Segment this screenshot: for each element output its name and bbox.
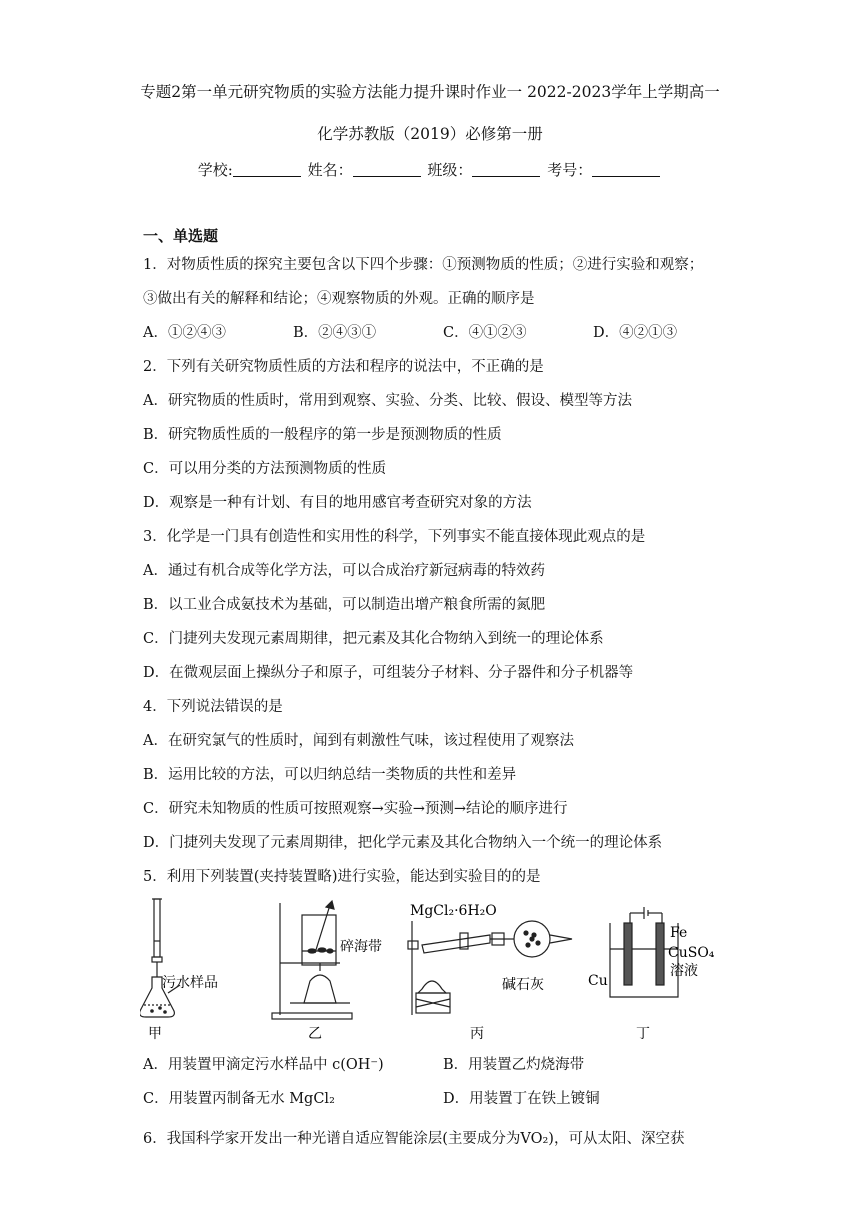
q1-option-c: C．④①②③ xyxy=(443,325,527,341)
q4-option-b: B．运用比较的方法，可以归纳总结一类物质的共性和差异 xyxy=(143,767,517,783)
q5-apparatus-figure xyxy=(140,893,730,1043)
yi-kelp-label: 碎海带 xyxy=(340,939,382,955)
q2-option-c: C．可以用分类的方法预测物质的性质 xyxy=(143,461,387,477)
q5-options-row2 xyxy=(143,1087,600,1108)
apparatus-bing xyxy=(408,921,572,1015)
q2-option-b: B．研究物质性质的一般程序的第一步是预测物质的性质 xyxy=(143,427,502,443)
document-title-line2: 化学苏教版（2019）必修第一册 xyxy=(317,125,543,143)
name-label: 姓名： xyxy=(307,161,353,179)
q2-option-a: A．研究物质的性质时，常用到观察、实验、分类、比较、假设、模型等方法 xyxy=(143,393,632,409)
class-blank xyxy=(472,162,540,177)
caption-yi: 乙 xyxy=(308,1026,322,1042)
exam-number-blank xyxy=(592,162,660,177)
q3-option-b: B．以工业合成氨技术为基础，可以制造出增产粮食所需的氮肥 xyxy=(143,597,546,613)
ding-cu-label: Cu xyxy=(588,973,608,989)
caption-jia: 甲 xyxy=(148,1026,162,1042)
student-info-row xyxy=(0,159,860,180)
q6-stem: 6．我国科学家开发出一种光谱自适应智能涂层(主要成分为VO₂)，可从太阳、深空获 xyxy=(143,1131,685,1147)
q3-option-a: A．通过有机合成等化学方法，可以合成治疗新冠病毒的特效药 xyxy=(143,563,545,579)
q2-option-d: D．观察是一种有计划、有目的地用感官考查研究对象的方法 xyxy=(143,495,532,511)
apparatus-yi xyxy=(272,901,352,1019)
q1-option-b: B．②④③① xyxy=(293,325,377,341)
q3-option-d: D．在微观层面上操纵分子和原子，可组装分子材料、分子器件和分子机器等 xyxy=(143,665,634,681)
q5-options-row1 xyxy=(143,1053,584,1074)
q5-option-a: A．用装置甲滴定污水样品中 c(OH⁻) xyxy=(143,1057,384,1073)
name-blank xyxy=(353,162,421,177)
q4-option-d: D．门捷列夫发现了元素周期律，把化学元素及其化合物纳入一个统一的理论体系 xyxy=(143,835,663,851)
q5-stem: 5．利用下列装置(夹持装置略)进行实验，能达到实验目的的是 xyxy=(143,869,541,885)
jia-sample-label: 污水样品 xyxy=(162,975,218,991)
q5-option-d: D．用装置丁在铁上镀铜 xyxy=(443,1091,600,1107)
q4-option-c: C．研究未知物质的性质可按照观察→实验→预测→结论的顺序进行 xyxy=(143,801,568,817)
q1-stem-line2: ③做出有关的解释和结论；④观察物质的外观。正确的顺序是 xyxy=(143,291,535,307)
bing-sodalime-label: 碱石灰 xyxy=(502,977,544,993)
q3-stem: 3．化学是一门具有创造性和实用性的科学，下列事实不能直接体现此观点的是 xyxy=(143,529,646,545)
class-label: 班级： xyxy=(427,161,473,179)
q4-stem: 4．下列说法错误的是 xyxy=(143,699,283,715)
q2-stem: 2．下列有关研究物质性质的方法和程序的说法中，不正确的是 xyxy=(143,359,544,375)
apparatus-jia xyxy=(140,899,180,1017)
q4-option-a: A．在研究氯气的性质时，闻到有刺激性气味，该过程使用了观察法 xyxy=(143,733,574,749)
ding-fe-label: Fe xyxy=(670,925,688,941)
q1-options xyxy=(143,321,677,342)
caption-bing: 丙 xyxy=(470,1026,484,1042)
q1-option-d: D．④②①③ xyxy=(593,325,678,341)
bing-mgcl2-label: MgCl₂·6H₂O xyxy=(410,903,497,919)
ding-cuso4-label: CuSO₄ xyxy=(668,945,715,961)
q1-option-a: A．①②④③ xyxy=(143,325,226,341)
exam-number-label: 考号： xyxy=(547,161,593,179)
q3-option-c: C．门捷列夫发现元素周期律，把元素及其化合物纳入到统一的理论体系 xyxy=(143,631,604,647)
document-title-line1: 专题2第一单元研究物质的实验方法能力提升课时作业一 2022-2023学年上学期高一 xyxy=(140,83,720,101)
school-blank xyxy=(233,162,301,177)
caption-ding: 丁 xyxy=(636,1026,650,1042)
q1-stem-line1: 1．对物质性质的探究主要包含以下四个步骤：①预测物质的性质；②进行实验和观察； xyxy=(143,257,704,273)
q5-option-c: C．用装置丙制备无水 MgCl₂ xyxy=(143,1091,335,1107)
q5-option-b: B．用装置乙灼烧海带 xyxy=(443,1057,585,1073)
ding-solution-label: 溶液 xyxy=(670,963,698,979)
section-title: 一、单选题 xyxy=(143,227,219,245)
school-label: 学校: xyxy=(197,161,233,179)
